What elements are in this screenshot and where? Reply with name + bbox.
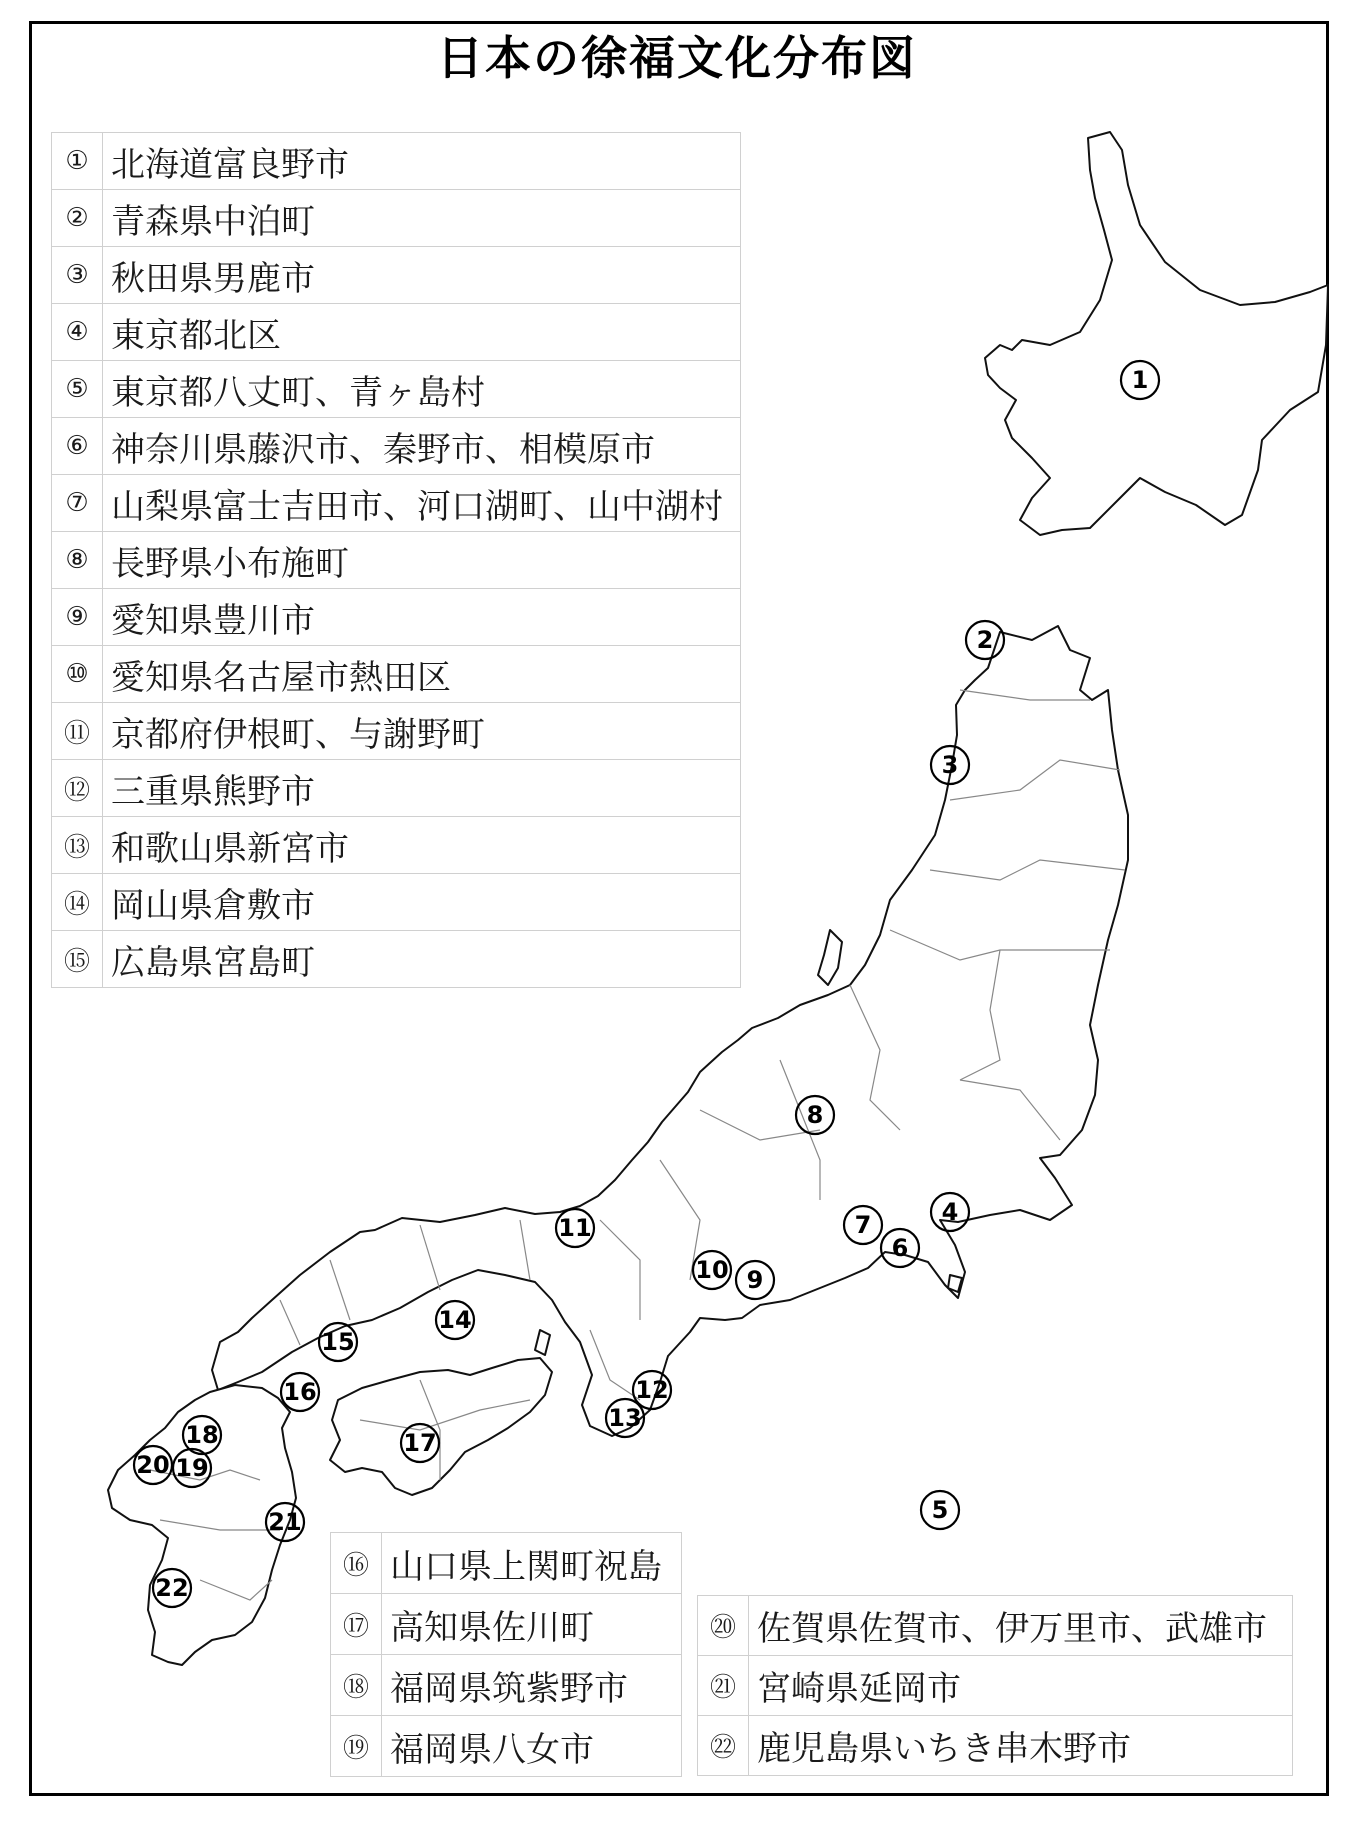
- legend-number: ⑨: [52, 589, 103, 646]
- legend-place: 秋田県男鹿市: [103, 247, 741, 304]
- marker-label: 7: [854, 1211, 872, 1239]
- marker-label: 17: [403, 1429, 437, 1457]
- legend-number: ⑬: [52, 817, 103, 874]
- legend-place: 神奈川県藤沢市、秦野市、相模原市: [103, 418, 741, 475]
- legend-number: ㉑: [698, 1656, 749, 1716]
- legend-place: 青森県中泊町: [103, 190, 741, 247]
- legend-place: 広島県宮島町: [103, 931, 741, 988]
- legend-row: [52, 817, 741, 874]
- map-marker-13: [606, 1399, 644, 1437]
- legend-number: ⑦: [52, 475, 103, 532]
- legend-place: 鹿児島県いちき串木野市: [749, 1716, 1293, 1776]
- legend-row: [52, 190, 741, 247]
- legend-number: ③: [52, 247, 103, 304]
- map-marker-14: [436, 1301, 474, 1339]
- map-marker-11: [556, 1209, 594, 1247]
- marker-label: 20: [136, 1451, 170, 1479]
- legend-number: ①: [52, 133, 103, 190]
- marker-label: 8: [806, 1101, 824, 1129]
- legend-number: ⑳: [698, 1596, 749, 1656]
- legend-row: [52, 247, 741, 304]
- legend-place: 岡山県倉敷市: [103, 874, 741, 931]
- marker-label: 16: [283, 1378, 317, 1406]
- marker-label: 19: [175, 1454, 209, 1482]
- legend-place: 長野県小布施町: [103, 532, 741, 589]
- legend-place: 宮崎県延岡市: [749, 1656, 1293, 1716]
- legend-place: 佐賀県佐賀市、伊万里市、武雄市: [749, 1596, 1293, 1656]
- legend-place: 東京都八丈町、青ヶ島村: [103, 361, 741, 418]
- legend-row: [52, 931, 741, 988]
- map-marker-16: [281, 1373, 319, 1411]
- map-marker-22: [153, 1569, 191, 1607]
- legend-row: [52, 133, 741, 190]
- legend-place: 福岡県八女市: [382, 1716, 682, 1777]
- legend-place: 東京都北区: [103, 304, 741, 361]
- marker-label: 4: [941, 1198, 959, 1226]
- legend-place: 福岡県筑紫野市: [382, 1655, 682, 1716]
- legend-place: 北海道富良野市: [103, 133, 741, 190]
- page-title: 日本の徐福文化分布図: [437, 31, 917, 85]
- legend-row: [52, 418, 741, 475]
- marker-label: 21: [268, 1508, 302, 1536]
- marker-label: 14: [438, 1306, 472, 1334]
- hokkaido-island: [985, 132, 1328, 535]
- marker-label: 5: [931, 1496, 949, 1524]
- legend-number: ②: [52, 190, 103, 247]
- legend-number: ⑰: [331, 1594, 382, 1655]
- map-marker-10: [693, 1251, 731, 1289]
- legend-row: [698, 1656, 1293, 1716]
- awaji-island: [535, 1330, 550, 1355]
- map-marker-15: [319, 1323, 357, 1361]
- marker-label: 1: [1131, 366, 1149, 394]
- legend-bottom-right-table: [697, 1595, 1293, 1776]
- legend-row: [52, 760, 741, 817]
- legend-row: [52, 304, 741, 361]
- sado-island: [818, 930, 842, 985]
- legend-place: 愛知県名古屋市熱田区: [103, 646, 741, 703]
- legend-row: [52, 703, 741, 760]
- shikoku-island: [330, 1358, 552, 1495]
- marker-label: 3: [941, 751, 959, 779]
- legend-row: [331, 1655, 682, 1716]
- legend-place: 京都府伊根町、与謝野町: [103, 703, 741, 760]
- legend-number: ⑯: [331, 1533, 382, 1594]
- legend-main-table: [51, 132, 741, 988]
- legend-number: ⑤: [52, 361, 103, 418]
- map-marker-20: [134, 1446, 172, 1484]
- legend-number: ⑩: [52, 646, 103, 703]
- legend-row: [52, 646, 741, 703]
- marker-label: 10: [695, 1256, 729, 1284]
- legend-number: ⑲: [331, 1716, 382, 1777]
- legend-row: [331, 1716, 682, 1777]
- legend-number: ⑱: [331, 1655, 382, 1716]
- legend-row: [52, 475, 741, 532]
- legend-place: 山口県上関町祝島: [382, 1533, 682, 1594]
- legend-row: [331, 1533, 682, 1594]
- legend-row: [698, 1596, 1293, 1656]
- marker-label: 18: [185, 1421, 219, 1449]
- marker-label: 9: [746, 1266, 764, 1294]
- legend-number: ⑭: [52, 874, 103, 931]
- legend-row: [331, 1594, 682, 1655]
- legend-number: ⑪: [52, 703, 103, 760]
- marker-label: 6: [891, 1234, 909, 1262]
- legend-row: [52, 532, 741, 589]
- legend-place: 高知県佐川町: [382, 1594, 682, 1655]
- legend-number: ⑧: [52, 532, 103, 589]
- legend-number: ④: [52, 304, 103, 361]
- marker-label: 12: [635, 1376, 669, 1404]
- marker-label: 11: [558, 1214, 592, 1242]
- legend-number: ⑥: [52, 418, 103, 475]
- map-marker-17: [401, 1424, 439, 1462]
- marker-label: 2: [976, 626, 994, 654]
- marker-label: 15: [321, 1328, 355, 1356]
- legend-number: ㉒: [698, 1716, 749, 1776]
- legend-row: [698, 1716, 1293, 1776]
- legend-number: ⑮: [52, 931, 103, 988]
- legend-place: 山梨県富士吉田市、河口湖町、山中湖村: [103, 475, 741, 532]
- legend-row: [52, 361, 741, 418]
- legend-row: [52, 589, 741, 646]
- marker-label: 22: [155, 1574, 189, 1602]
- marker-label: 13: [608, 1404, 642, 1432]
- map-marker-5: [921, 1491, 959, 1529]
- legend-place: 愛知県豊川市: [103, 589, 741, 646]
- map-marker-21: [266, 1503, 304, 1541]
- legend-bottom-left-table: [330, 1532, 682, 1777]
- map-marker-19: [173, 1449, 211, 1487]
- legend-number: ⑫: [52, 760, 103, 817]
- legend-place: 三重県熊野市: [103, 760, 741, 817]
- legend-place: 和歌山県新宮市: [103, 817, 741, 874]
- legend-row: [52, 874, 741, 931]
